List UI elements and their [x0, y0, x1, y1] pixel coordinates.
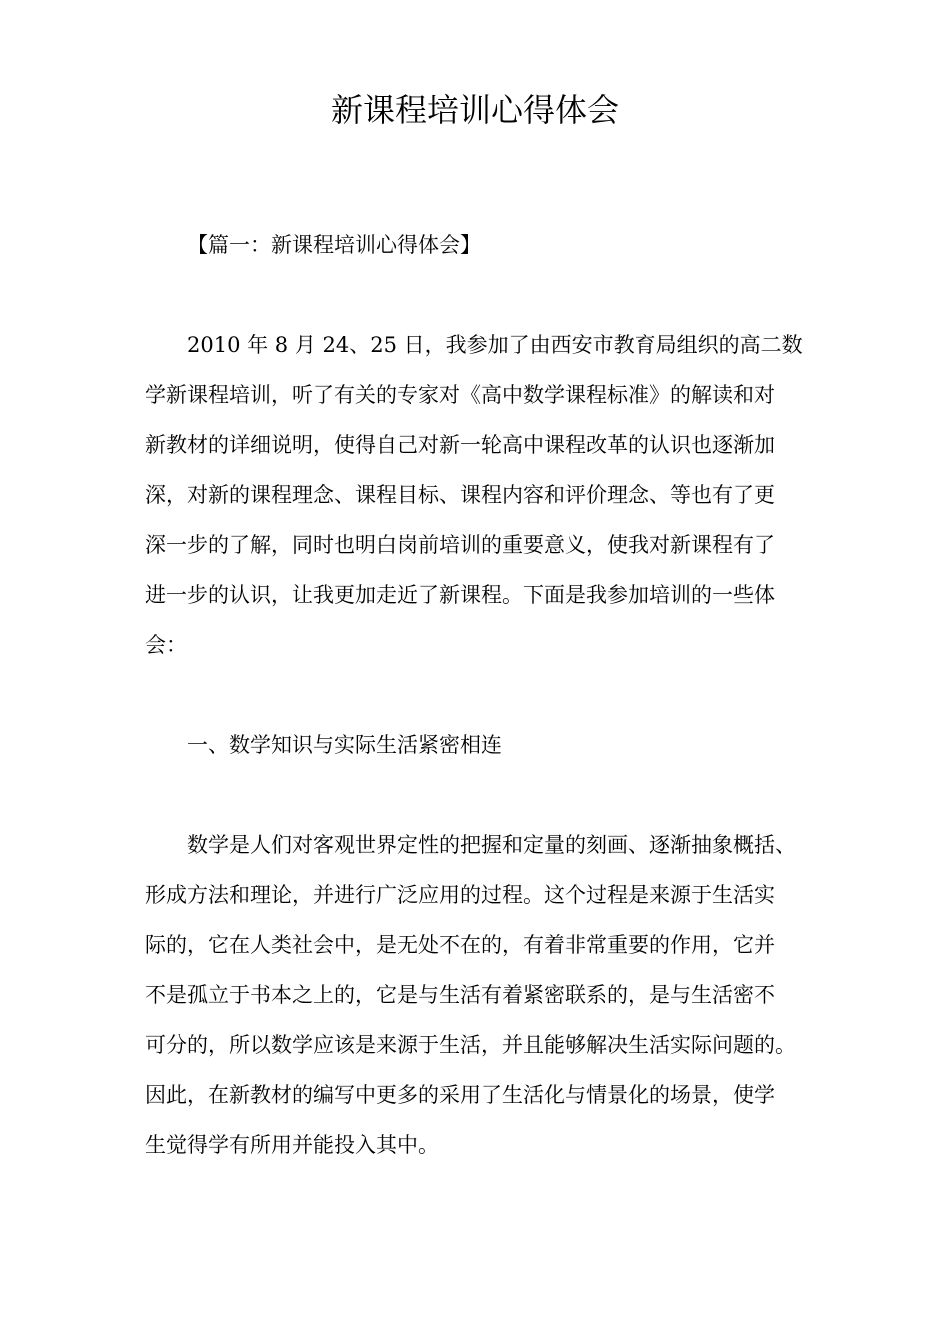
paragraph-2-line-7: 生觉得学有所用并能投入其中。 [145, 1133, 439, 1157]
paragraph-2-line-6: 因此，在新教材的编写中更多的采用了生活化与情景化的场景，使学 [145, 1083, 775, 1107]
paragraph-1-line-4: 深，对新的课程理念、课程目标、课程内容和评价理念、等也有了更 [145, 483, 775, 507]
paragraph-2-line-3: 际的，它在人类社会中，是无处不在的，有着非常重要的作用，它并 [145, 933, 775, 957]
document-title: 新课程培训心得体会 [330, 91, 619, 129]
paragraph-2-line-2: 形成方法和理论，并进行广泛应用的过程。这个过程是来源于生活实 [145, 883, 775, 907]
paragraph-2-line-1: 数学是人们对客观世界定性的把握和定量的刻画、逐渐抽象概括、 [187, 833, 796, 857]
subheading-1: 一、数学知识与实际生活紧密相连 [187, 733, 502, 757]
paragraph-1-line-2: 学新课程培训，听了有关的专家对《高中数学课程标准》的解读和对 [145, 383, 775, 407]
paragraph-1-line-1: 2010 年 8 月 24、25 日，我参加了由西安市教育局组织的高二数 [187, 333, 803, 357]
paragraph-1-line-3: 新教材的详细说明，使得自己对新一轮高中课程改革的认识也逐渐加 [145, 433, 775, 457]
paragraph-1-line-6: 进一步的认识，让我更加走近了新课程。下面是我参加培训的一些体 [145, 583, 775, 607]
section-heading: 【篇一：新课程培训心得体会】 [187, 233, 481, 257]
paragraph-1-line-5: 深一步的了解，同时也明白岗前培训的重要意义，使我对新课程有了 [145, 533, 775, 557]
paragraph-2-line-5: 可分的，所以数学应该是来源于生活，并且能够解决生活实际问题的。 [145, 1033, 796, 1057]
paragraph-2-line-4: 不是孤立于书本之上的，它是与生活有着紧密联系的，是与生活密不 [145, 983, 775, 1007]
paragraph-1-line-7: 会： [145, 633, 187, 657]
